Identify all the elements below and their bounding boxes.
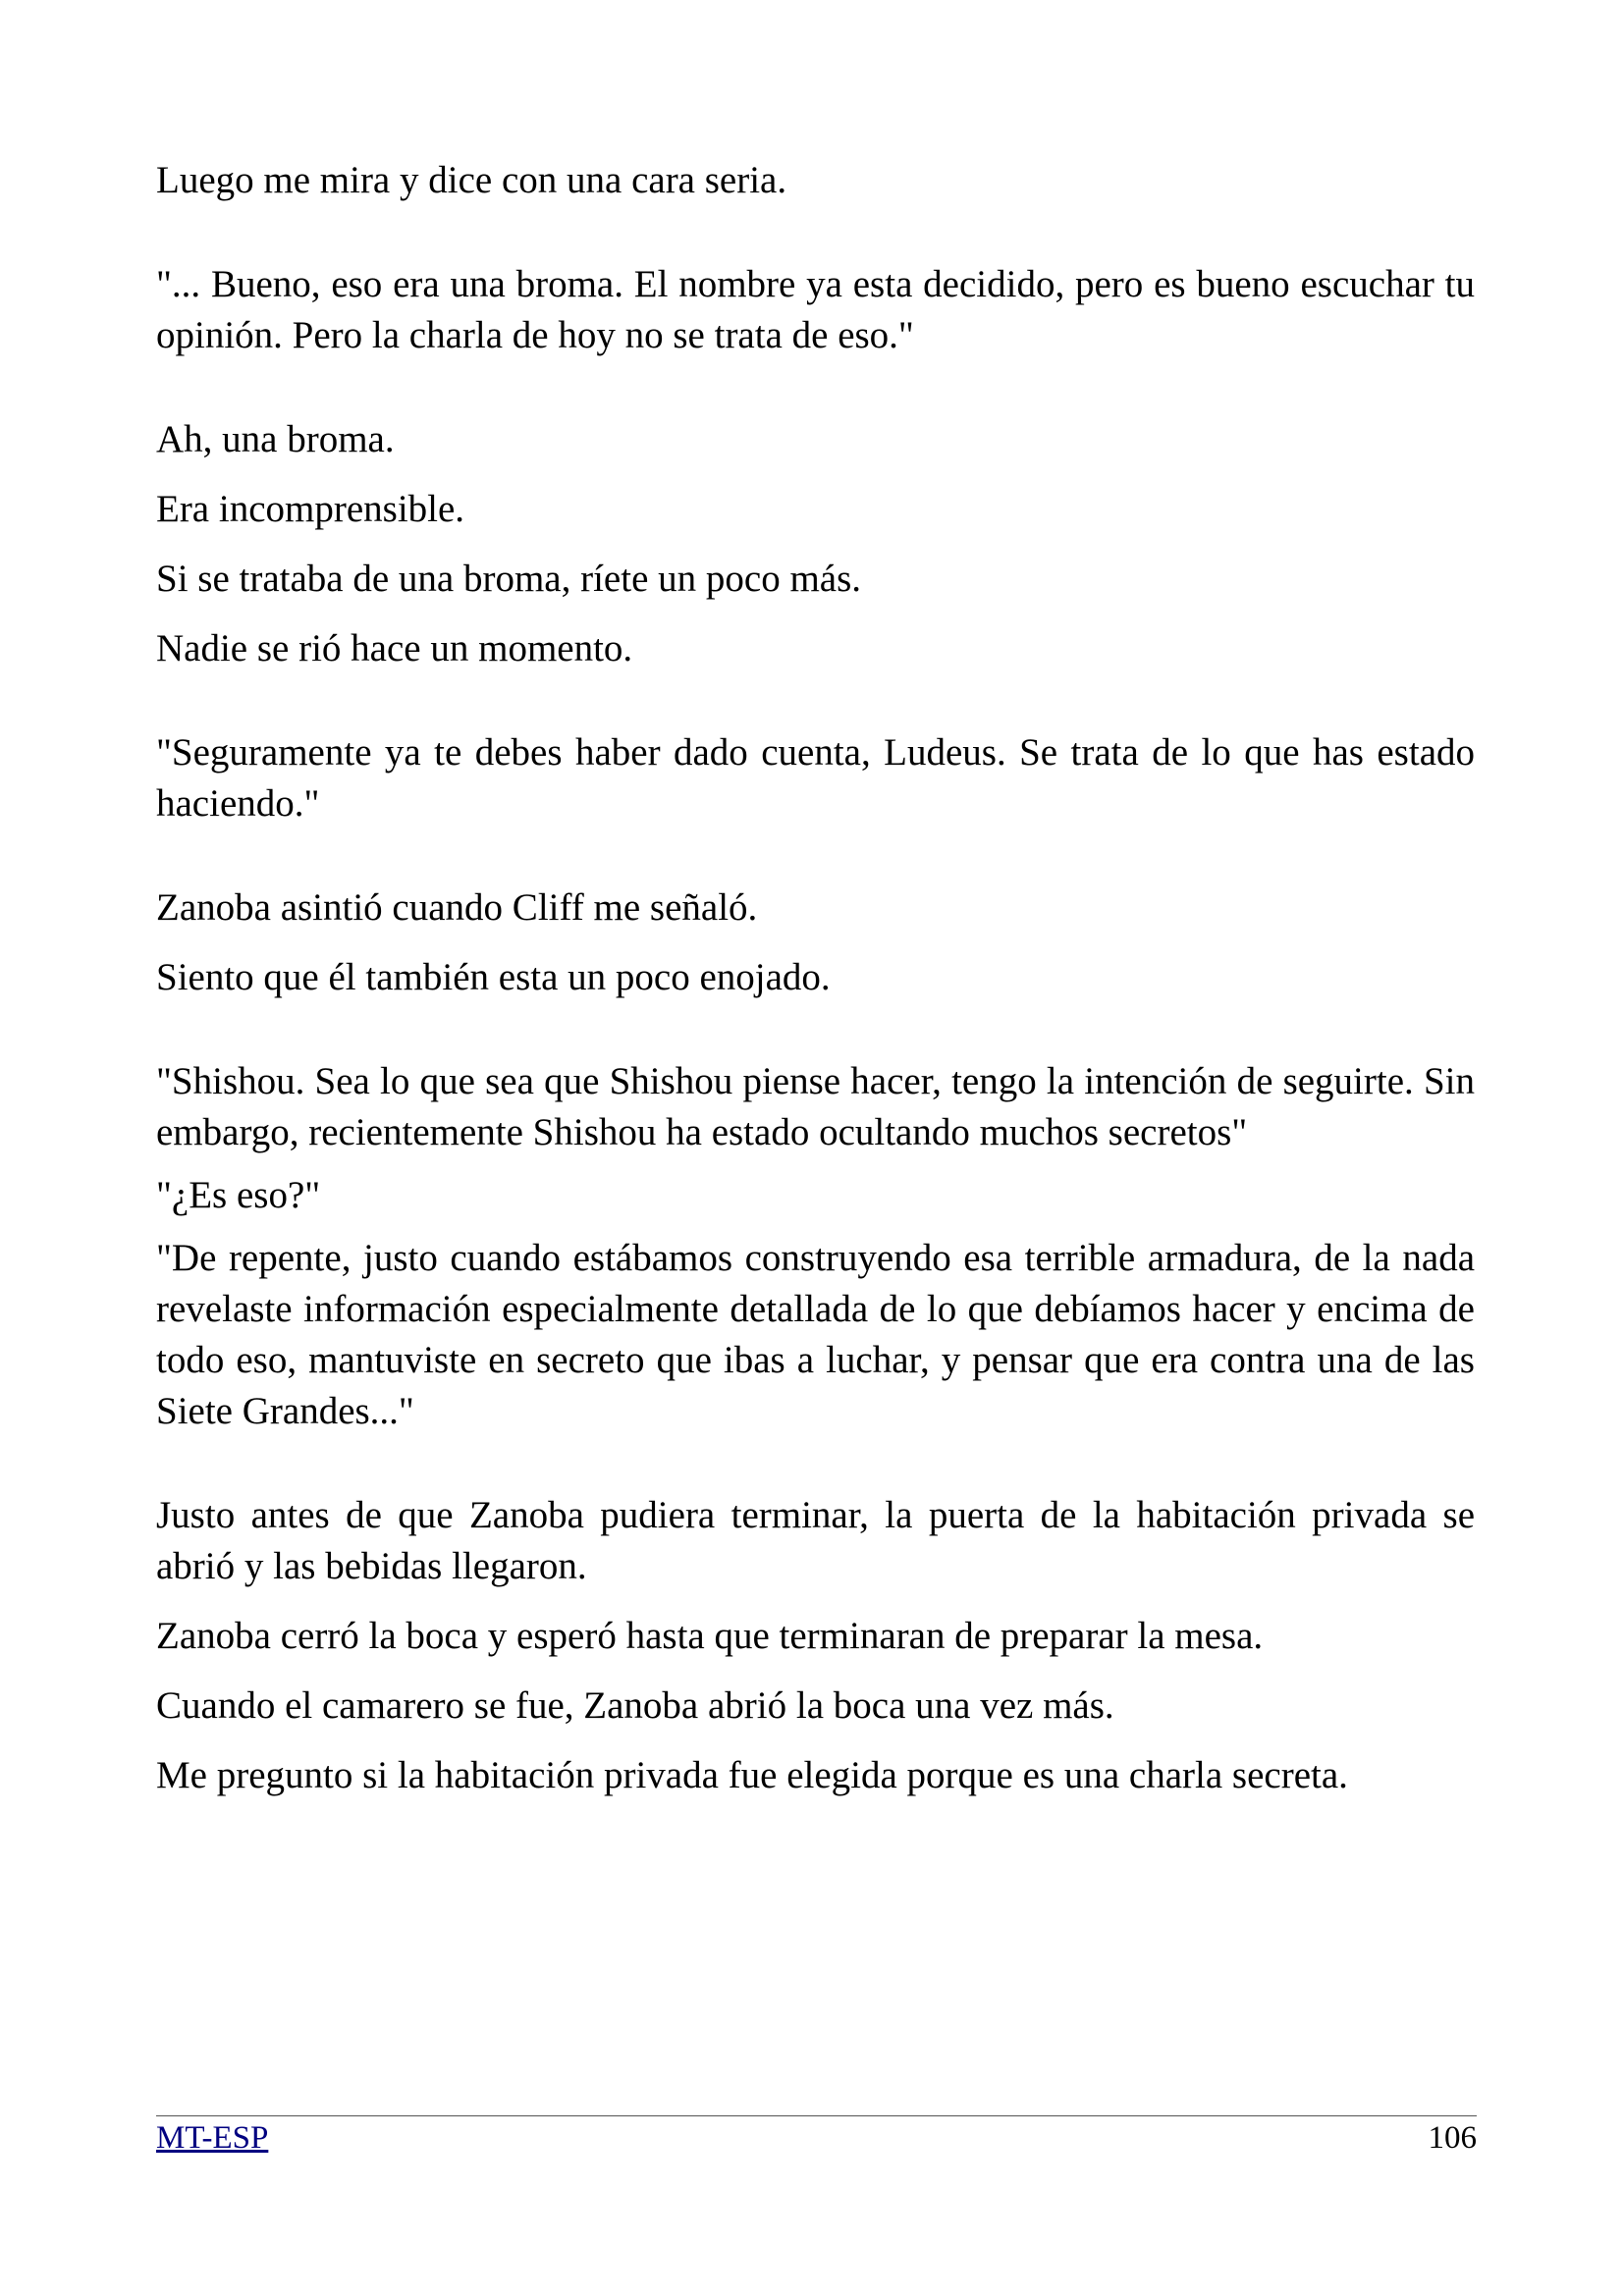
paragraph: Me pregunto si la habitación privada fue elegida porque es una charla secreta. [156,1754,1348,1796]
page-number: 106 [1428,2120,1477,2156]
paragraph: Nadie se rió hace un momento. [156,627,633,669]
page-body [156,155,1475,1801]
paragraph: "De repente, justo cuando estábamos construyendo esa terrible armadura, de la nada revelaste información especialmente detallada de lo que debíamos hacer y encima de todo eso, mantuviste en secreto que ibas a luchar, y pensar que era contra una de las Siete Grandes..." [156,1237,1475,1432]
paragraph: Era incomprensible. [156,488,465,530]
paragraph: "... Bueno, eso era una broma. El nombre ya esta decidido, pero es bueno escuchar tu opinión. Pero la charla de hoy no se trata de eso." [156,263,1475,356]
paragraph: "Shishou. Sea lo que sea que Shishou piense hacer, tengo la intención de seguirte. Sin embargo, recientemente Shishou ha estado ocultando muchos secretos" [156,1060,1475,1153]
paragraph: Si se trataba de una broma, ríete un poco más. [156,558,862,600]
paragraph: "Seguramente ya te debes haber dado cuenta, Ludeus. Se trata de lo que has estado haciendo." [156,731,1475,825]
footer-link[interactable]: MT-ESP [156,2120,269,2156]
paragraph: Zanoba cerró la boca y esperó hasta que terminaran de preparar la mesa. [156,1615,1264,1657]
paragraph: "¿Es eso?" [156,1174,321,1216]
paragraph: Cuando el camarero se fue, Zanoba abrió la boca una vez más. [156,1684,1114,1727]
paragraph: Ah, una broma. [156,418,395,460]
paragraph: Justo antes de que Zanoba pudiera terminar, la puerta de la habitación privada se abrió y las bebidas llegaron. [156,1494,1475,1587]
paragraph: Siento que él también esta un poco enojado. [156,956,831,998]
footer-divider [156,2115,1477,2116]
paragraph: Luego me mira y dice con una cara seria. [156,159,787,201]
paragraph: Zanoba asintió cuando Cliff me señaló. [156,886,758,929]
